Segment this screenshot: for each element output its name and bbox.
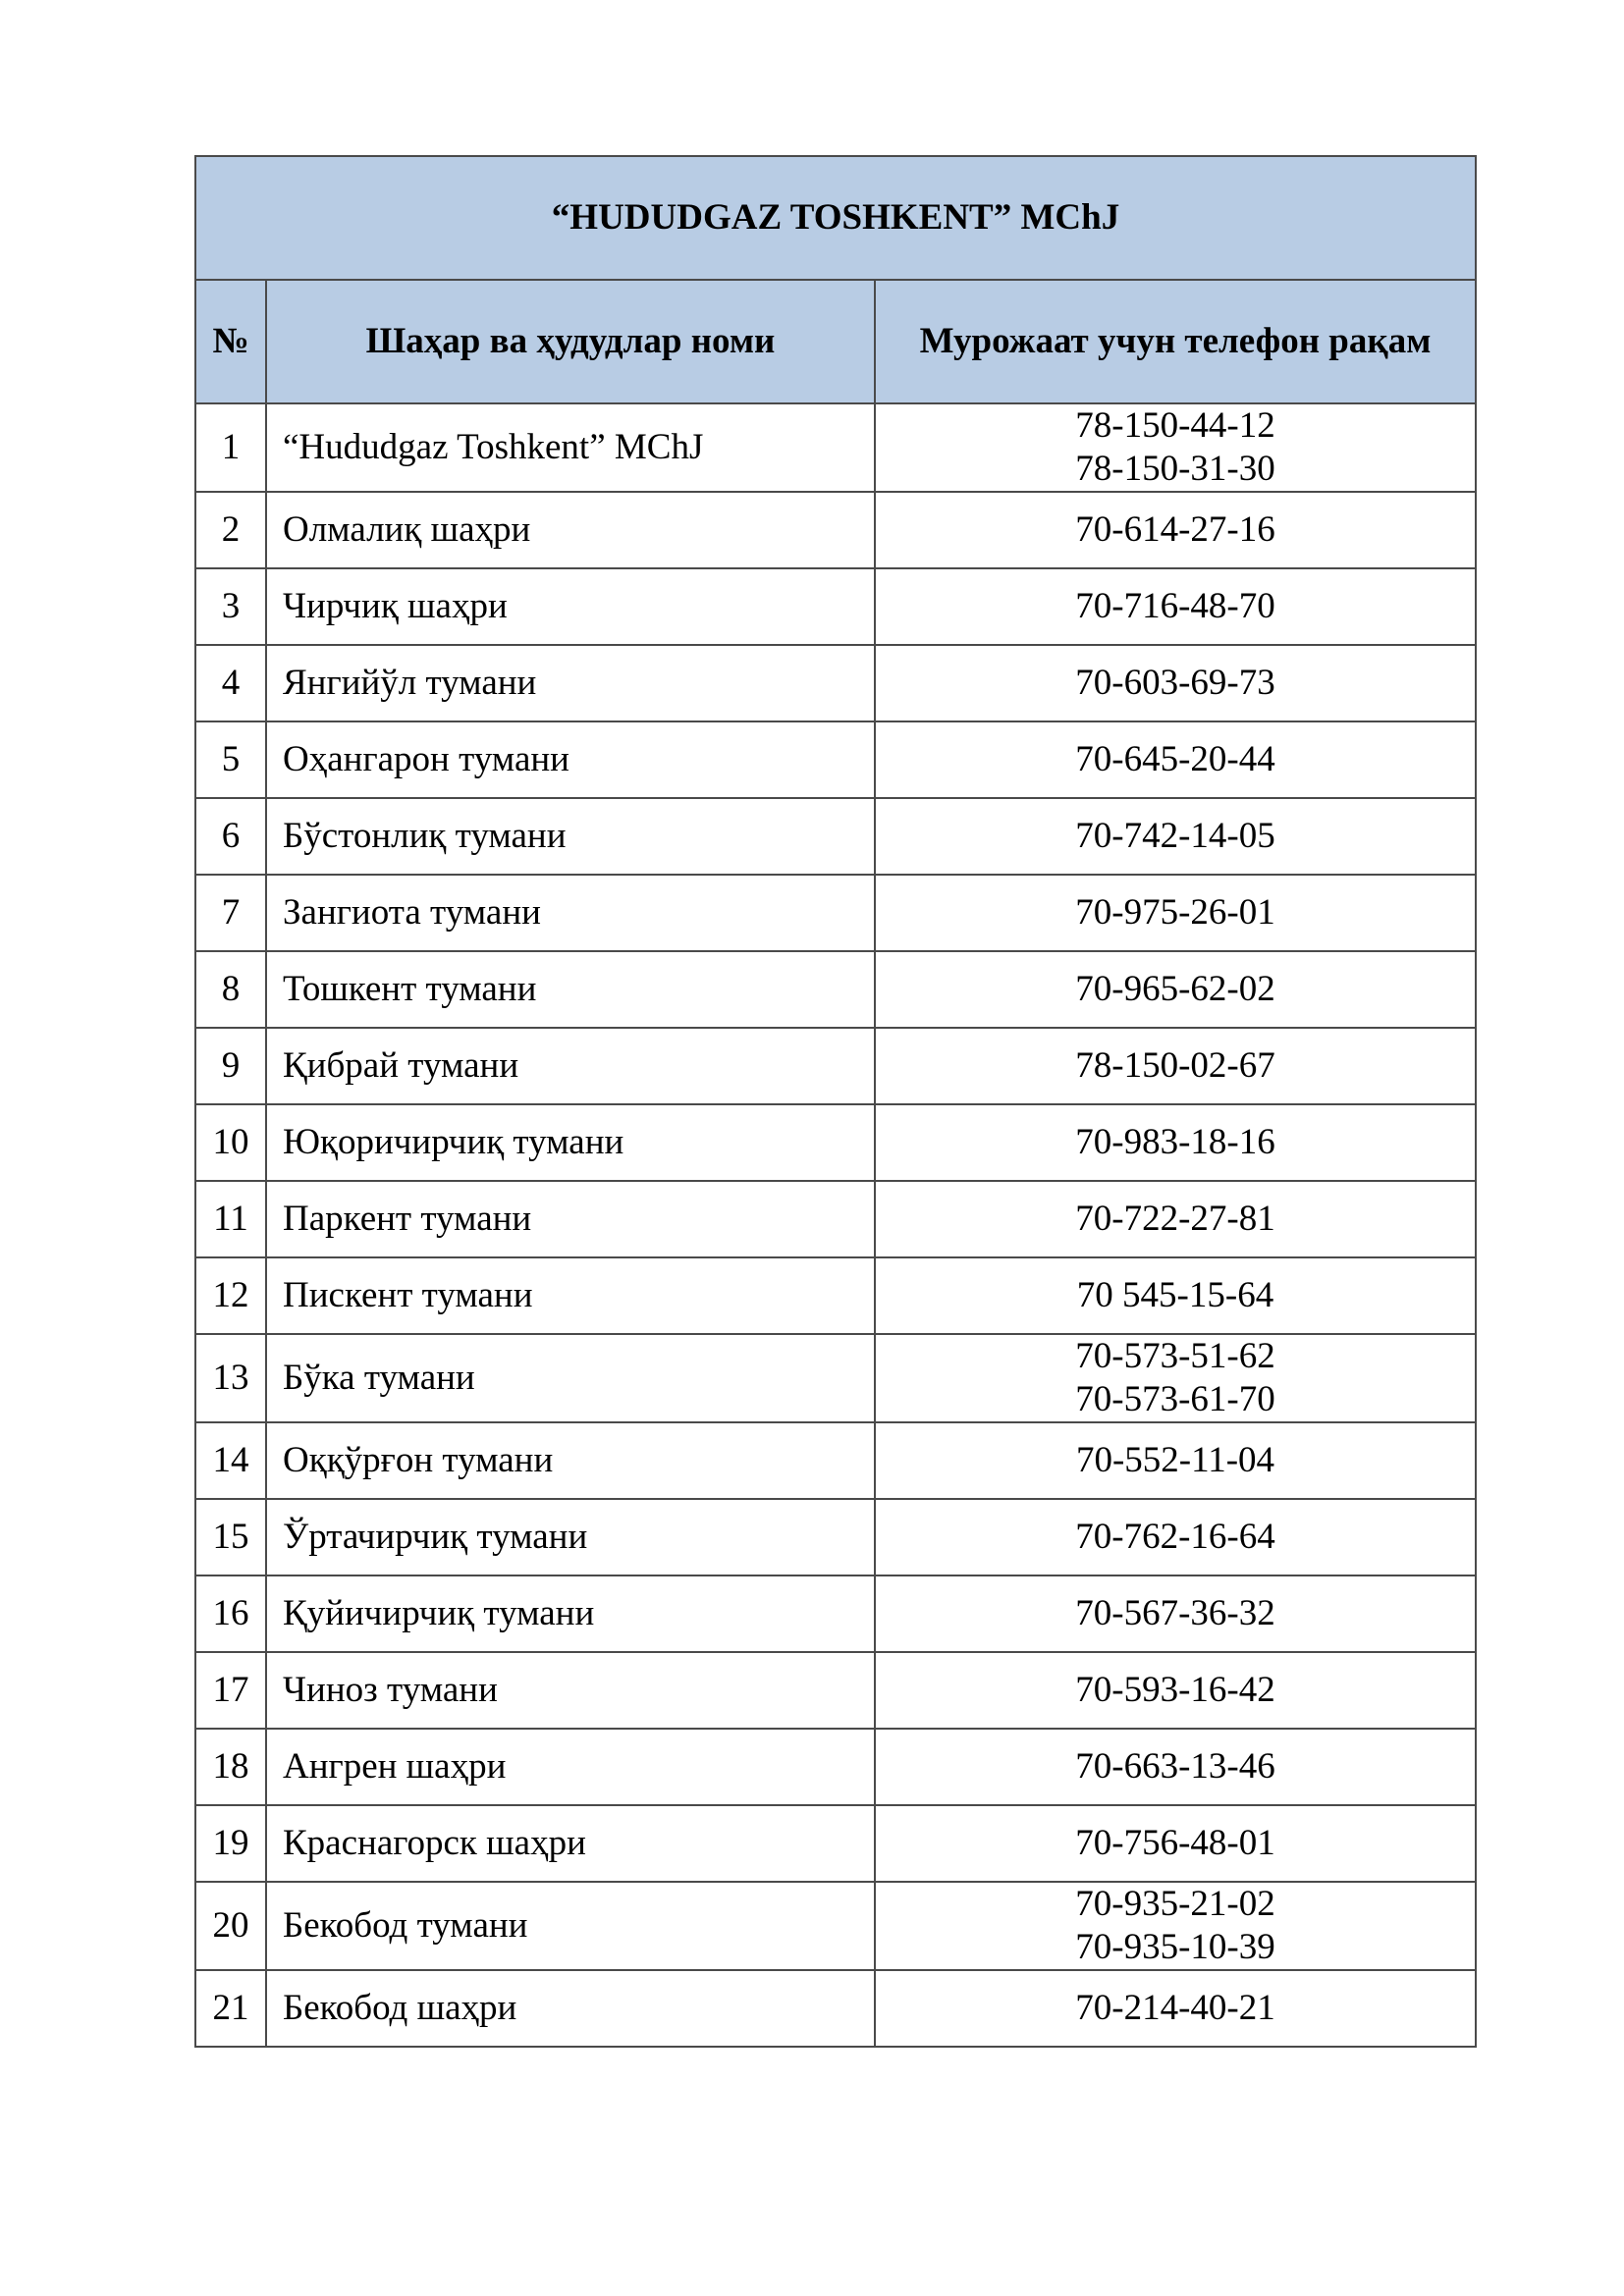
row-number: 12 — [195, 1257, 266, 1334]
row-name: Қибрай тумани — [266, 1028, 875, 1104]
row-number: 11 — [195, 1181, 266, 1257]
row-number: 18 — [195, 1729, 266, 1805]
phone-number: 70-214-40-21 — [1075, 1988, 1275, 2028]
phone-number: 70-663-13-46 — [1075, 1746, 1275, 1787]
phone-number: 70-935-10-39 — [1075, 1927, 1275, 1967]
table-row — [195, 1334, 1476, 1422]
row-name: Паркент тумани — [266, 1181, 875, 1257]
column-header-phone: Мурожаат учун телефон рақам — [875, 280, 1476, 403]
column-header-name: Шаҳар ва ҳудудлар номи — [266, 280, 875, 403]
row-name: Оққўрғон тумани — [266, 1422, 875, 1499]
row-number: 6 — [195, 798, 266, 875]
row-phone — [875, 1805, 1476, 1882]
row-phone — [875, 1334, 1476, 1422]
row-number: 3 — [195, 568, 266, 645]
row-phone — [875, 645, 1476, 721]
table-row — [195, 492, 1476, 568]
row-name: Бўка тумани — [266, 1334, 875, 1422]
row-phone — [875, 798, 1476, 875]
table-row — [195, 1181, 1476, 1257]
phone-number: 70-722-27-81 — [1075, 1199, 1275, 1239]
table-row — [195, 1805, 1476, 1882]
row-name: Бекобод шаҳри — [266, 1970, 875, 2047]
phone-number: 70-573-51-62 — [1075, 1336, 1275, 1376]
row-name: Чирчиқ шаҳри — [266, 568, 875, 645]
table-row — [195, 1257, 1476, 1334]
phone-number: 70-593-16-42 — [1075, 1670, 1275, 1710]
phone-number: 78-150-02-67 — [1075, 1045, 1275, 1086]
phone-number: 70-552-11-04 — [1075, 1440, 1275, 1480]
table-row — [195, 875, 1476, 951]
column-header-number: № — [195, 280, 266, 403]
row-number: 5 — [195, 721, 266, 798]
phone-number: 70-756-48-01 — [1075, 1823, 1275, 1863]
phone-number: 70-603-69-73 — [1075, 663, 1275, 703]
row-phone — [875, 403, 1476, 492]
row-name: Краснагорск шаҳри — [266, 1805, 875, 1882]
row-phone — [875, 1970, 1476, 2047]
row-phone — [875, 1181, 1476, 1257]
row-name: “Hududgaz Toshkent” MChJ — [266, 403, 875, 492]
table-header-row — [195, 280, 1476, 403]
row-name: Юқоричирчиқ тумани — [266, 1104, 875, 1181]
phone-number: 70-645-20-44 — [1075, 739, 1275, 779]
table-row — [195, 798, 1476, 875]
row-name: Қуйичирчиқ тумани — [266, 1575, 875, 1652]
phone-number: 70-983-18-16 — [1075, 1122, 1275, 1162]
phone-number: 70-716-48-70 — [1075, 586, 1275, 626]
row-number: 4 — [195, 645, 266, 721]
phone-number: 70-975-26-01 — [1075, 892, 1275, 933]
table-row — [195, 1104, 1476, 1181]
row-name: Ўртачирчиқ тумани — [266, 1499, 875, 1575]
table-row — [195, 1652, 1476, 1729]
row-phone — [875, 1028, 1476, 1104]
row-number: 15 — [195, 1499, 266, 1575]
phone-number: 70-965-62-02 — [1075, 969, 1275, 1009]
row-phone — [875, 1729, 1476, 1805]
table-row — [195, 1499, 1476, 1575]
row-name: Бекобод тумани — [266, 1882, 875, 1970]
table-row — [195, 568, 1476, 645]
row-name: Янгийўл тумани — [266, 645, 875, 721]
phone-number: 70 545-15-64 — [1076, 1275, 1274, 1315]
row-phone — [875, 568, 1476, 645]
row-phone — [875, 1652, 1476, 1729]
row-name: Бўстонлиқ тумани — [266, 798, 875, 875]
phone-number: 70-614-27-16 — [1075, 509, 1275, 550]
table-row — [195, 721, 1476, 798]
table-row — [195, 1575, 1476, 1652]
row-name: Зангиота тумани — [266, 875, 875, 951]
phone-number: 70-567-36-32 — [1075, 1593, 1275, 1633]
row-name: Чиноз тумани — [266, 1652, 875, 1729]
table-row — [195, 1028, 1476, 1104]
row-name: Пискент тумани — [266, 1257, 875, 1334]
row-phone — [875, 1422, 1476, 1499]
row-name: Олмалиқ шаҳри — [266, 492, 875, 568]
table-body — [195, 403, 1476, 2047]
phone-number: 70-573-61-70 — [1075, 1379, 1275, 1419]
row-phone — [875, 721, 1476, 798]
table-row — [195, 403, 1476, 492]
phone-number: 70-935-21-02 — [1075, 1884, 1275, 1924]
row-number: 10 — [195, 1104, 266, 1181]
row-phone — [875, 1882, 1476, 1970]
table-row — [195, 1882, 1476, 1970]
row-phone — [875, 1575, 1476, 1652]
table-title: “HUDUDGAZ TOSHKENT” MChJ — [195, 156, 1476, 280]
phone-number: 78-150-44-12 — [1075, 405, 1275, 446]
row-phone — [875, 1104, 1476, 1181]
table-row — [195, 1729, 1476, 1805]
row-phone — [875, 1499, 1476, 1575]
table-row — [195, 1970, 1476, 2047]
row-name: Ангрен шаҳри — [266, 1729, 875, 1805]
row-phone — [875, 1257, 1476, 1334]
row-phone — [875, 875, 1476, 951]
row-number: 7 — [195, 875, 266, 951]
phone-number: 78-150-31-30 — [1075, 449, 1275, 489]
row-number: 17 — [195, 1652, 266, 1729]
row-number: 21 — [195, 1970, 266, 2047]
table-row — [195, 645, 1476, 721]
phone-number: 70-762-16-64 — [1075, 1517, 1275, 1557]
table-row — [195, 951, 1476, 1028]
phone-number: 70-742-14-05 — [1075, 816, 1275, 856]
row-number: 14 — [195, 1422, 266, 1499]
row-number: 8 — [195, 951, 266, 1028]
row-number: 16 — [195, 1575, 266, 1652]
table-title-row — [195, 156, 1476, 280]
row-number: 2 — [195, 492, 266, 568]
row-name: Тошкент тумани — [266, 951, 875, 1028]
row-number: 1 — [195, 403, 266, 492]
row-phone — [875, 492, 1476, 568]
row-number: 13 — [195, 1334, 266, 1422]
contacts-table — [194, 155, 1477, 2048]
row-number: 19 — [195, 1805, 266, 1882]
row-number: 20 — [195, 1882, 266, 1970]
table-row — [195, 1422, 1476, 1499]
row-name: Оҳангарон тумани — [266, 721, 875, 798]
row-number: 9 — [195, 1028, 266, 1104]
row-phone — [875, 951, 1476, 1028]
